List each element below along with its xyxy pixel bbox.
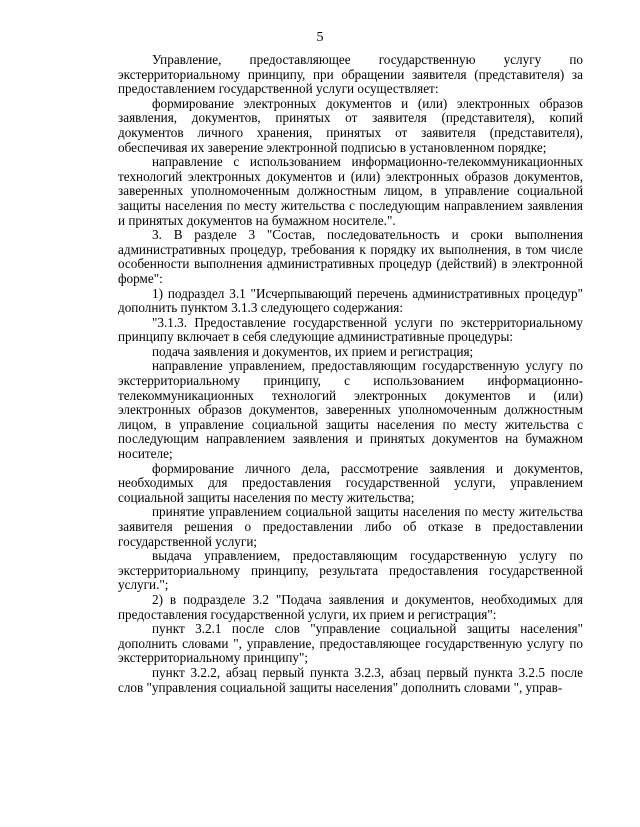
paragraph: "3.1.3. Предоставление государственной услуги по экстерриториальному принципу включает в себя следующие административные процедуры: (118, 314, 583, 345)
page-number: 5 (316, 30, 324, 45)
paragraph: 1) подраздел 3.1 "Исчерпывающий перечень административных процедур" дополнить пунктом 3.1.3 следующего содержания: (118, 285, 583, 316)
paragraph: пункт 3.2.1 после слов "управление социальной защиты населения" дополнить словами ", управление, предоставляющее государственную услугу по экстерриториальному принципу"; (118, 621, 583, 666)
paragraph: подача заявления и документов, их прием и регистрация; (152, 343, 474, 359)
paragraph: выдача управлением, предоставляющим государственную услугу по экстерриториальному принципу, результата предоставления государственной услуги."; (118, 548, 583, 593)
paragraph: 2) в подразделе 3.2 "Подача заявления и документов, необходимых для предоставления государственной услуги, их прием и регистрация": (118, 591, 583, 622)
paragraph: формирование электронных документов и (или) электронных образов заявления, документов, принятых от заявителя (представителя), копий документов личного хранения, принятых от заявителя (представителя), обеспечивая их заверение электронной подписью в установленном порядке; (118, 95, 583, 155)
paragraph: формирование личного дела, рассмотрение заявления и документов, необходимых для предоставления государственной услуги, управлением социальной защиты населения по месту жительства; (118, 460, 583, 505)
paragraph: Управление, предоставляющее государственную услугу по экстерриториальному принципу, при обращении заявителя (представителя) за предоставлением государственной услуги осуществляет: (118, 52, 583, 97)
paragraph: направление с использованием информационно-телекоммуникационных технологий электронных документов и (или) электронных образов документов, заверенных уполномоченным должностным лицом, в управление социальной защиты населения по месту жительства с последующим направлением заявления и принятых документов на бумажном носителе.". (118, 154, 583, 228)
paragraph: 3. В разделе 3 "Состав, последовательность и сроки выполнения административных процедур, требования к порядку их выполнения, в том числе особенности выполнения административных процедур (действий) в электронной форме": (118, 227, 583, 286)
paragraph: направление управлением, предоставляющим государственную услугу по экстерриториальному принципу, с использованием информационно-телекоммуникационных технологий электронных документов и (или) электронных образов документов, заверенных уполномоченным должностным лицом, в управление социальной защиты населения по месту жительства с последующим направлением заявления и принятых документов на бумажном носителе; (118, 358, 583, 462)
document-body (118, 53, 583, 695)
paragraph: принятие управлением социальной защиты населения по месту жительства заявителя решения о предоставлении либо об отказе в предоставлении государственной услуги; (118, 504, 583, 549)
paragraph: пункт 3.2.2, абзац первый пункта 3.2.3, абзац первый пункта 3.2.5 после слов "управления социальной защиты населения" дополнить словами ", управ- (118, 664, 583, 695)
